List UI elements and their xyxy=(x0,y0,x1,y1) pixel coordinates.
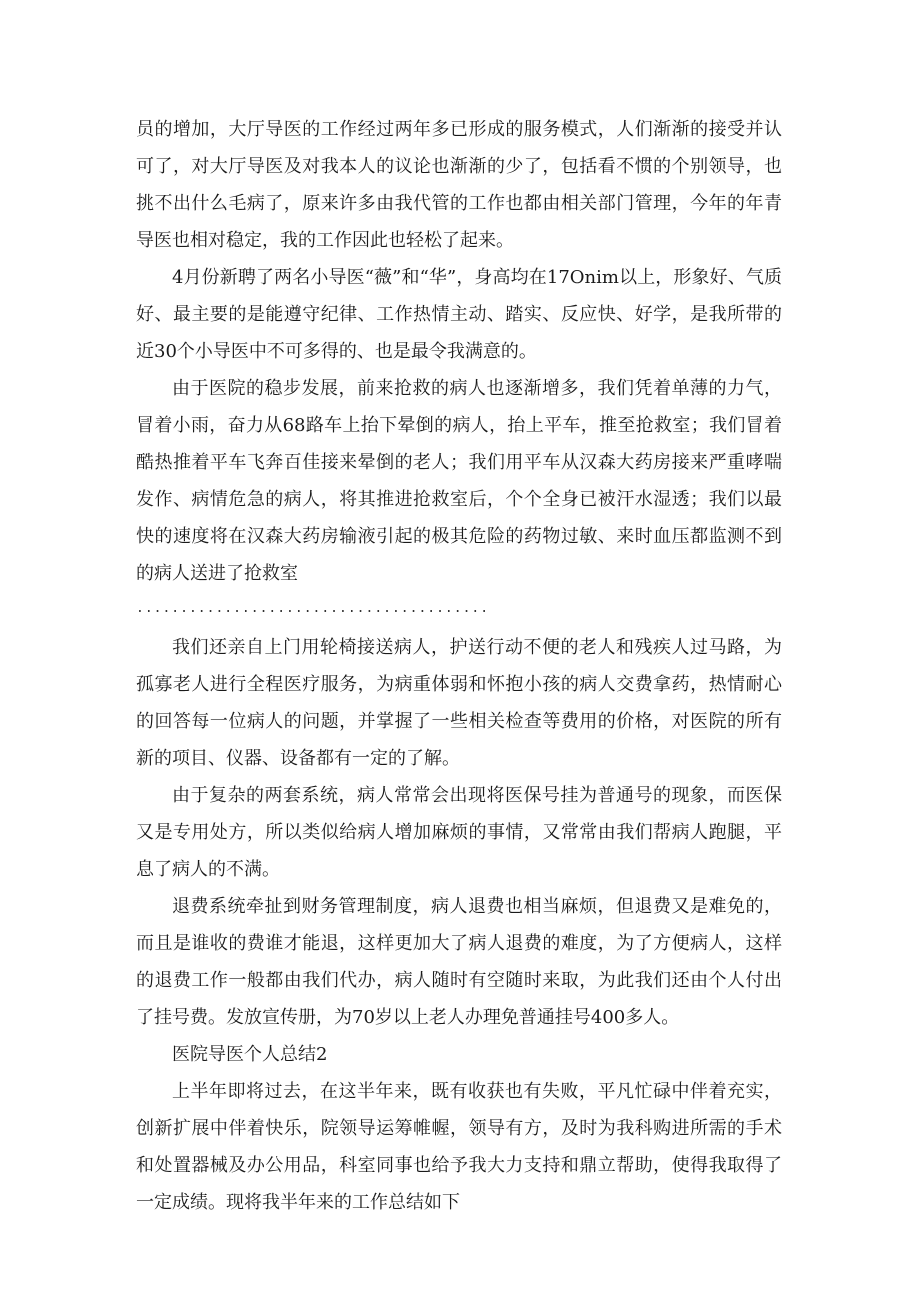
paragraph-new-guides: 4月份新聘了两名小导医“薇”和“华”，身高均在17Onim以上，形象好、气质好、最主要的是能遵守纪律、工作热情主动、踏实、反应快、好学，是我所带的近30个小导医中不可多得的、也是最令我满意的。 xyxy=(136,267,782,362)
paragraph-half-year-summary: 上半年即将过去，在这半年来，既有收获也有失败，平凡忙碌中伴着充实，创新扩展中伴着快乐，院领导运筹帷幄，领导有方，及时为我科购进所需的手术和处置器械及办公用品，科室同事也给予我大力支持和鼎立帮助，使得我取得了一定成绩。现将我半年来的工作总结如下 xyxy=(136,1081,782,1213)
paragraph-continuation: 员的增加，大厅导医的工作经过两年多已形成的服务模式，人们渐渐的接受并认可了，对大厅导医及对我本人的议论也渐渐的少了，包括看不惯的个别领导，也挑不出什么毛病了，原来许多由我代管的工作也都由相关部门管理，今年的年青导医也相对稳定，我的工作因此也轻松了起来。 xyxy=(136,119,782,251)
paragraph-rescue: 由于医院的稳步发展，前来抢救的病人也逐渐增多，我们凭着单薄的力气，冒着小雨，奋力从68路车上抬下晕倒的病人，抬上平车，推至抢救室；我们冒着酷热推着平车飞奔百佳接来晕倒的老人；我们用平车从汉森大药房接来严重哮喘发作、病情危急的病人，将其推进抢救室后，个个全身已被汗水湿透；我们以最快的速度将在汉森大药房输液引起的极其危险的药物过敏、来时血压都监测不到的病人送进了抢救室 xyxy=(136,378,782,584)
paragraph-home-service: 我们还亲自上门用轮椅接送病人，护送行动不便的老人和残疾人过马路，为孤寡老人进行全程医疗服务，为病重体弱和怀抱小孩的病人交费拿药，热情耐心的回答每一位病人的问题，并掌握了一些相关检查等费用的价格，对医院的所有新的项目、仪器、设备都有一定的了解。 xyxy=(136,637,782,769)
ellipsis-line: ........................................ xyxy=(136,601,490,616)
paragraph-refund: 退费系统牵扯到财务管理制度，病人退费也相当麻烦，但退费又是难免的，而且是谁收的费谁才能退，这样更加大了病人退费的难度，为了方便病人，这样的退费工作一般都由我们代办，病人随时有空随时来取，为此我们还由个人付出了挂号费。发放宣传册，为70岁以上老人办理免普通挂号400多人。 xyxy=(136,896,782,1028)
document-body xyxy=(136,111,782,1221)
paragraph-insurance-system: 由于复杂的两套系统，病人常常会出现将医保号挂为普通号的现象，而医保又是专用处方，所以类似给病人增加麻烦的事情，又常常由我们帮病人跑腿，平息了病人的不满。 xyxy=(136,785,782,880)
section-heading: 医院导医个人总结2 xyxy=(172,1044,328,1065)
